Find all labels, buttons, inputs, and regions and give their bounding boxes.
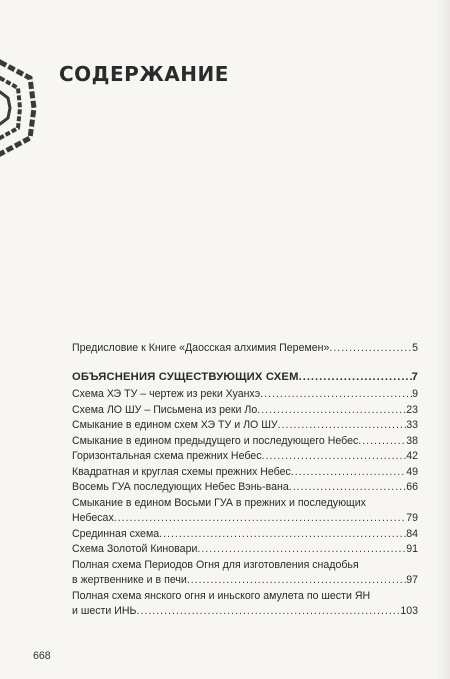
toc-entry-title: Небесах	[72, 512, 114, 524]
toc-leader-dots	[136, 604, 400, 620]
toc-entry[interactable]	[72, 418, 418, 434]
toc-entry-title: Схема Золотой Киновари	[72, 543, 198, 555]
toc-entry-title-line: Смыкание в едином Восьми ГУА в прежних и последующих	[72, 496, 366, 509]
toc-entry-page: 42	[406, 450, 418, 462]
toc-leader-dots	[187, 573, 406, 589]
toc-entry-title: Срединная схема	[72, 527, 160, 540]
toc-entry-page: 23	[406, 403, 418, 416]
toc-leader-dots	[257, 403, 406, 419]
toc-entry-title-line: Полная схема Периодов Огня для изготовления снадобья	[72, 558, 359, 571]
toc-leader-dots	[262, 449, 407, 465]
toc-leader-dots	[291, 465, 406, 481]
toc-entry-page: 38	[406, 434, 418, 447]
toc-entry-page: 103	[400, 605, 418, 617]
table-of-contents	[72, 341, 418, 620]
toc-leader-dots	[289, 480, 406, 496]
toc-entry-page: 84	[406, 527, 418, 540]
toc-section-heading[interactable]	[72, 370, 418, 386]
toc-entry-title: Квадратная и круглая схемы прежних Небес	[72, 465, 291, 478]
toc-section-title: ОБЪЯСНЕНИЯ СУЩЕСТВУЮЩИХ СХЕМ	[72, 370, 299, 383]
toc-leader-dots	[159, 527, 406, 543]
toc-entry-title: Смыкание в едином схем ХЭ ТУ и ЛО ШУ	[72, 419, 278, 431]
toc-entry-page: 91	[406, 543, 418, 555]
toc-entry-title: Восемь ГУА последующих Небес Вэнь-вана	[72, 481, 289, 493]
toc-entry-page: 9	[412, 388, 418, 400]
toc-leader-dots	[278, 418, 407, 434]
toc-entry-title-line: Полная схема янского огня и иньского амулета по шести ЯН	[72, 589, 371, 602]
page-number: 668	[33, 650, 51, 662]
page-edge-shadow	[436, 0, 450, 679]
toc-entry[interactable]	[72, 480, 418, 496]
toc-leader-dots	[260, 387, 412, 403]
toc-entry-title: Горизонтальная схема прежних Небес	[72, 450, 262, 462]
toc-entry-multiline[interactable]	[72, 589, 418, 620]
toc-entry-page: 79	[406, 512, 418, 524]
toc-entry-preface[interactable]	[72, 341, 418, 357]
toc-entry[interactable]	[72, 449, 418, 465]
toc-entry-page: 33	[406, 419, 418, 431]
toc-entry-multiline[interactable]	[72, 558, 418, 589]
toc-entry-title: в жертвеннике и в печи	[72, 574, 187, 586]
toc-entry-title: Предисловие к Книге «Даосская алхимия Перемен»	[72, 342, 330, 354]
toc-entry-title: Схема ЛО ШУ – Письмена из реки Ло	[72, 403, 258, 416]
page-title: СОДЕРЖАНИЕ	[59, 62, 229, 86]
toc-entry-title: Смыкание в едином предыдущего и последующего Небес	[72, 434, 359, 447]
toc-entry-page: 5	[412, 342, 418, 354]
toc-entry-page: 97	[406, 574, 418, 586]
toc-leader-dots	[329, 341, 412, 357]
toc-entry[interactable]	[72, 542, 418, 558]
toc-section-page: 7	[411, 370, 418, 383]
toc-entry[interactable]	[72, 527, 418, 543]
toc-leader-dots	[358, 434, 406, 450]
toc-leader-dots	[299, 370, 412, 386]
bagua-ornament-icon	[0, 58, 38, 158]
toc-entry[interactable]	[72, 434, 418, 450]
toc-entry[interactable]	[72, 387, 418, 403]
toc-leader-dots	[197, 542, 406, 558]
toc-entry-title: и шести ИНЬ	[72, 605, 137, 617]
toc-entry-page: 66	[406, 481, 418, 493]
toc-entry-page: 49	[406, 465, 418, 478]
toc-entry-multiline[interactable]	[72, 496, 418, 527]
toc-entry[interactable]	[72, 403, 418, 419]
toc-entry[interactable]	[72, 465, 418, 481]
toc-entry-title: Схема ХЭ ТУ – чертеж из реки Хуанхэ	[72, 388, 261, 400]
toc-leader-dots	[114, 511, 406, 527]
